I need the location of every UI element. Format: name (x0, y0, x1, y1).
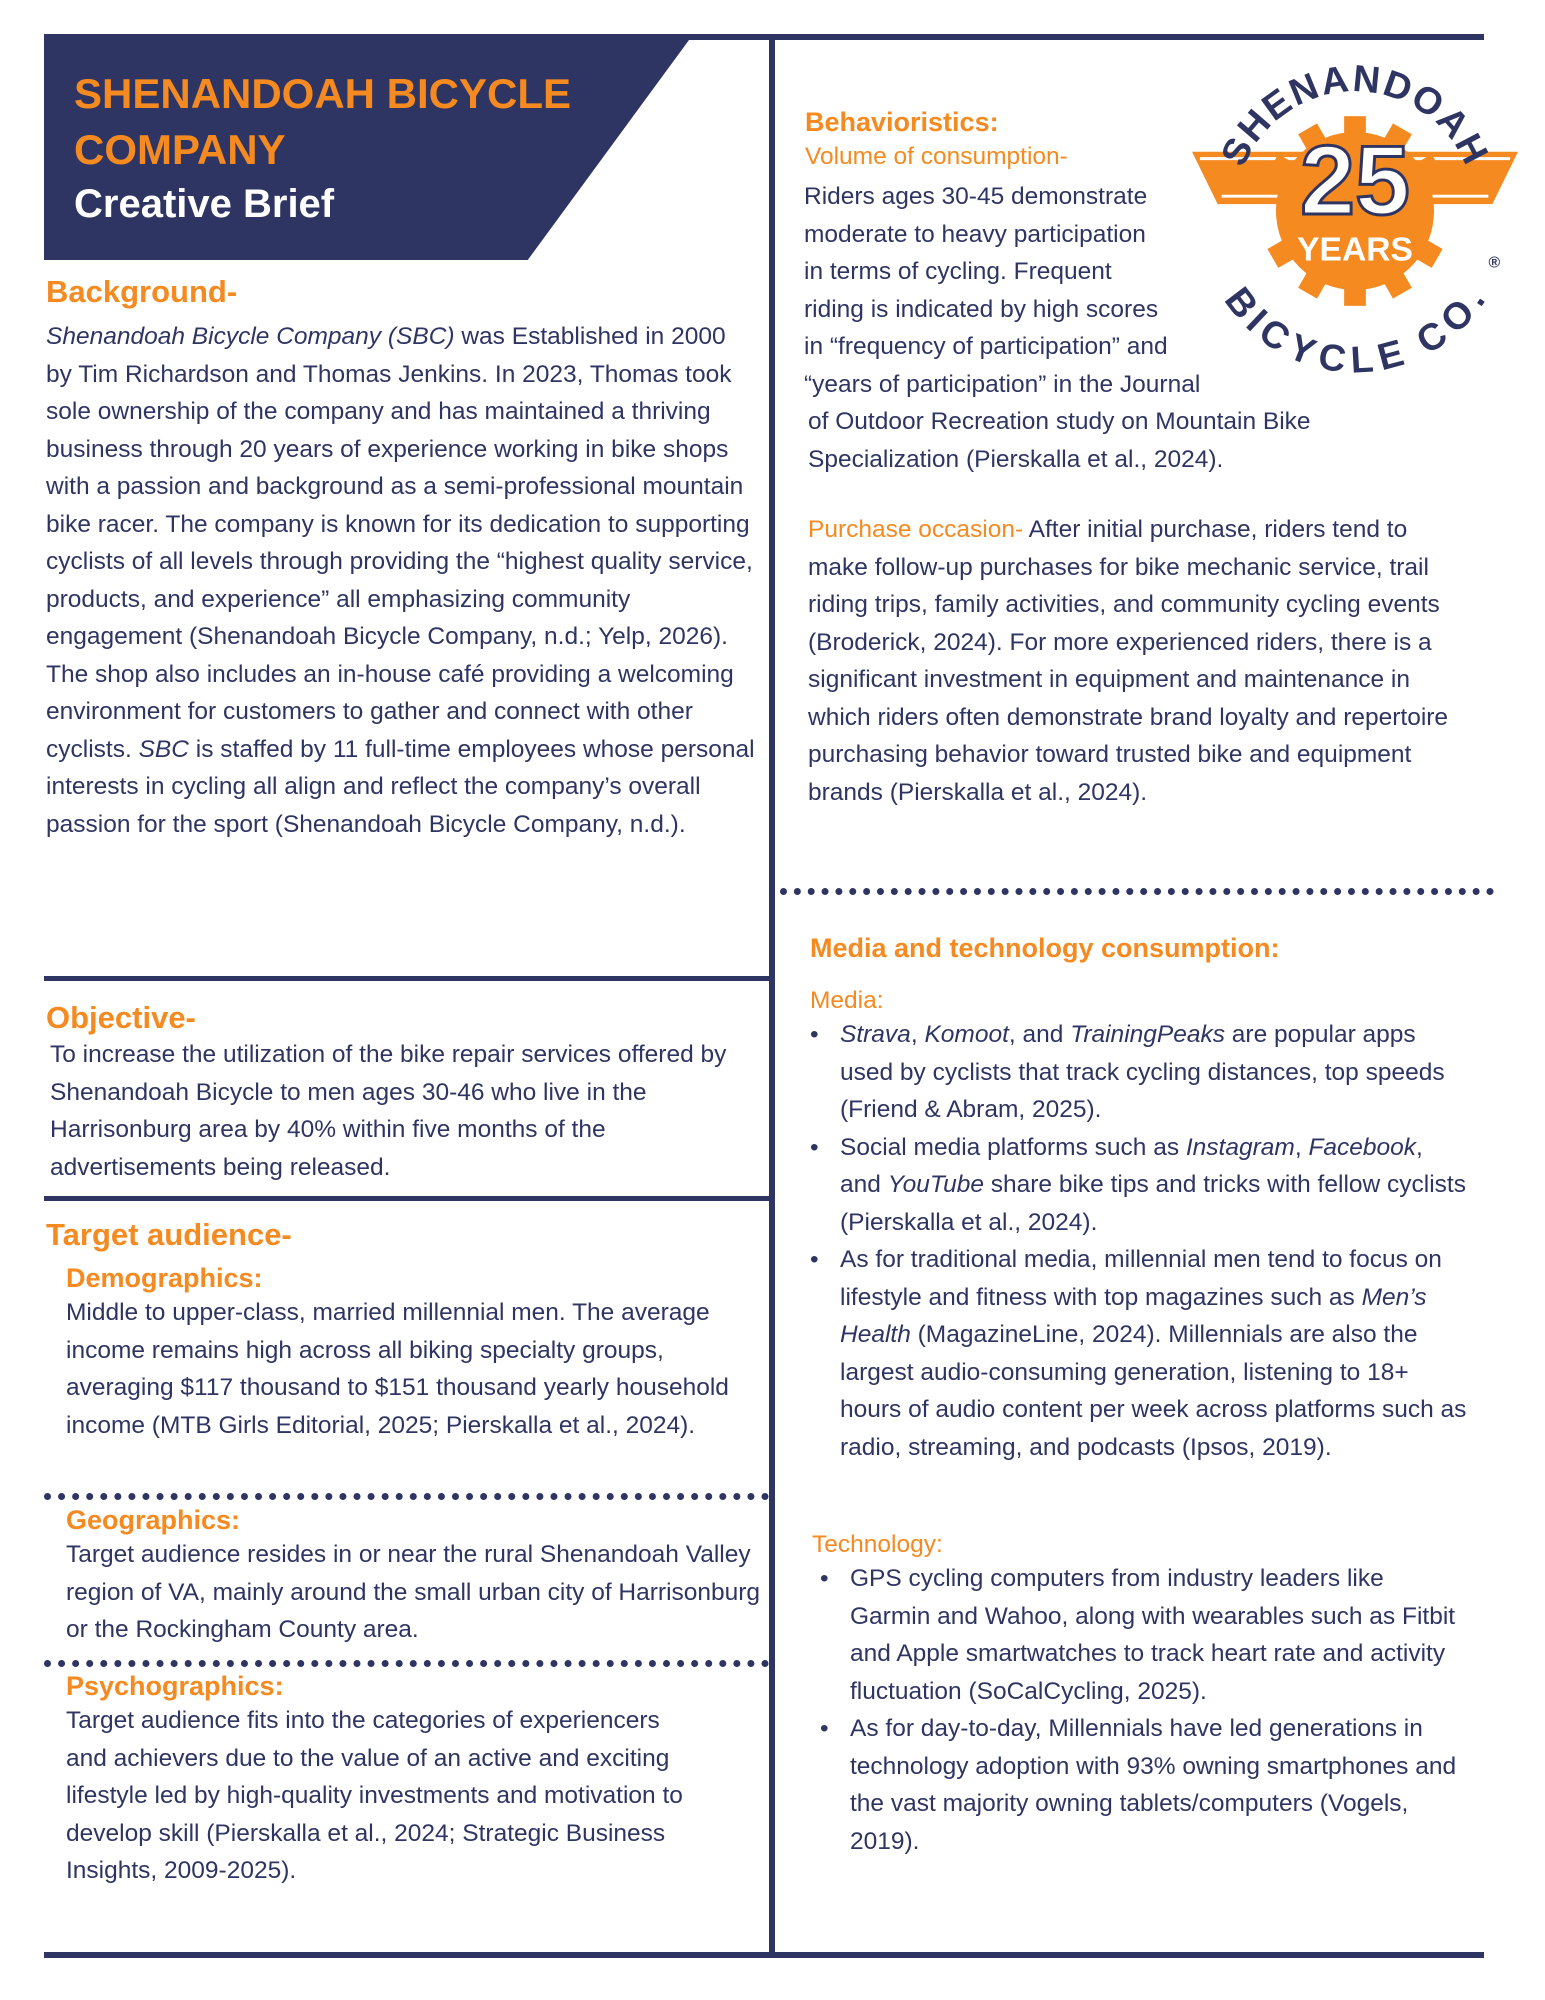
geographics-heading: Geographics: (66, 1505, 241, 1535)
top-border (44, 34, 1484, 40)
bottom-border (44, 1952, 1484, 1958)
purchase-occasion-label: Purchase occasion- (808, 516, 1024, 543)
objective-text: To increase the utilization of the bike repair services offered by Shenandoah Bicycle to men ages 30-46 who live in the Harrisonburg area by 40% within five months of the advertisements being released. (50, 1041, 727, 1181)
media-list (810, 1016, 1470, 1466)
page-subtitle: Creative Brief (74, 182, 335, 226)
behavioristics-heading: Behavioristics: (805, 107, 999, 137)
demographics-heading: Demographics: (66, 1263, 263, 1293)
sbc-abbrev: SBC (138, 735, 189, 763)
media-bullet-apps: • Strava, Komoot, and TrainingPeaks are popular apps used by cyclists that track cycling distances, top speeds (Friend & Abram, 2025). (810, 1016, 1470, 1129)
media-label: Media: (810, 987, 884, 1014)
divider-objective-target (44, 1196, 769, 1201)
media-tech-heading: Media and technology consumption: (810, 933, 1280, 963)
logo-years: YEARS (1297, 231, 1413, 269)
logo-bottom-text: BICYCLE CO. (1216, 279, 1495, 374)
tech-bullet-smartphones: • As for day-to-day, Millennials have led generations in technology adoption with 93% owning smartphones and the vast majority owning tablets/computers (Vogels, 2019). (820, 1710, 1460, 1860)
column-divider (769, 40, 775, 1955)
demographics-text: Middle to upper-class, married millennial men. The average income remains high across all biking specialty groups, averaging $117 thousand to $151 thousand yearly household income (MTB Girls Editorial, 2025; Pierskalla et al., 2024). (66, 1299, 729, 1439)
psychographics-heading: Psychographics: (66, 1671, 284, 1701)
psychographics-text: Target audience fits into the categories of experiencers and achievers due to the value of an active and exciting lifestyle led by high-quality investments and motivation to develop skill (Pierskalla et al., 2024; Strategic Business Insights, 2009-2025). (66, 1707, 683, 1884)
technology-label: Technology: (812, 1531, 943, 1558)
registered-mark: ® (1488, 254, 1501, 272)
page-title: SHENANDOAH BICYCLE COMPANY (74, 70, 572, 173)
media-bullet-social: • Social media platforms such as Instagram, Facebook, and YouTube share bike tips and tricks with fellow cyclists (Pierskalla et al., 2024). (810, 1129, 1470, 1242)
tech-bullet-gps: • GPS cycling computers from industry leaders like Garmin and Wahoo, along with wearables such as Fitbit and Apple smartwatches to track heart rate and activity fluctuation (SoCalCycling, 2025). (820, 1560, 1460, 1710)
company-name: Shenandoah Bicycle Company (SBC) (46, 323, 455, 350)
volume-label: Volume of consumption- (805, 143, 1068, 170)
media-bullet-traditional: • As for traditional media, millennial men tend to focus on lifestyle and fitness with top magazines such as Men’s Health (MagazineLine, 2024). Millennials are also the largest audio-consuming generation, listening to 18+ hours of audio content per week across platforms such as radio, streaming, and podcasts (Ipsos, 2019). (810, 1241, 1470, 1466)
technology-list (820, 1560, 1460, 1860)
anniversary-logo (1192, 48, 1518, 374)
background-text: Shenandoah Bicycle Company (SBC) was Established in 2000 by Tim Richardson and Thomas Jenkins. In 2023, Thomas took sole ownership of the company and has maintained a thriving business through 20 years of experience working in bike shops with a passion and background as a semi-professional mountain bike racer. The company is known for its dedication to supporting cyclists of all levels through providing the “highest quality service, products, and experience” all emphasizing community engagement (Shenandoah Bicycle Company, n.d.; Yelp, 2026). The shop also includes an in-house café providing a welcoming environment for customers to gather and connect with other cyclists. SBC is staffed by 11 full-time employees whose personal interests in cycling all align and reflect the company’s overall passion for the sport (Shenandoah Bicycle Company, n.d.). (46, 323, 755, 838)
geographics-text: Target audience resides in or near the rural Shenandoah Valley region of VA, mainly around the small urban city of Harrisonburg or the Rockingham County area. (66, 1541, 761, 1643)
dotted-divider-media (780, 888, 1494, 895)
objective-heading: Objective- (46, 1000, 196, 1035)
divider-background-objective (44, 976, 769, 981)
logo-number: 25 (1300, 124, 1410, 235)
target-heading: Target audience- (46, 1217, 292, 1252)
purchase-occasion-text: Purchase occasion- After initial purchase, riders tend to make follow-up purchases for bike mechanic service, trail riding trips, family activities, and community cycling events (Broderick, 2024). For more experienced riders, there is a significant investment in equipment and maintenance in which riders often demonstrate brand loyalty and repertoire purchasing behavior toward trusted bike and equipment brands (Pierskalla et al., 2024). (808, 516, 1449, 806)
dotted-divider-geographics (44, 1660, 769, 1667)
background-heading: Background- (46, 274, 238, 309)
logo-top-text: SHENANDOAH (1212, 56, 1498, 172)
dotted-divider-demographics (44, 1493, 769, 1500)
